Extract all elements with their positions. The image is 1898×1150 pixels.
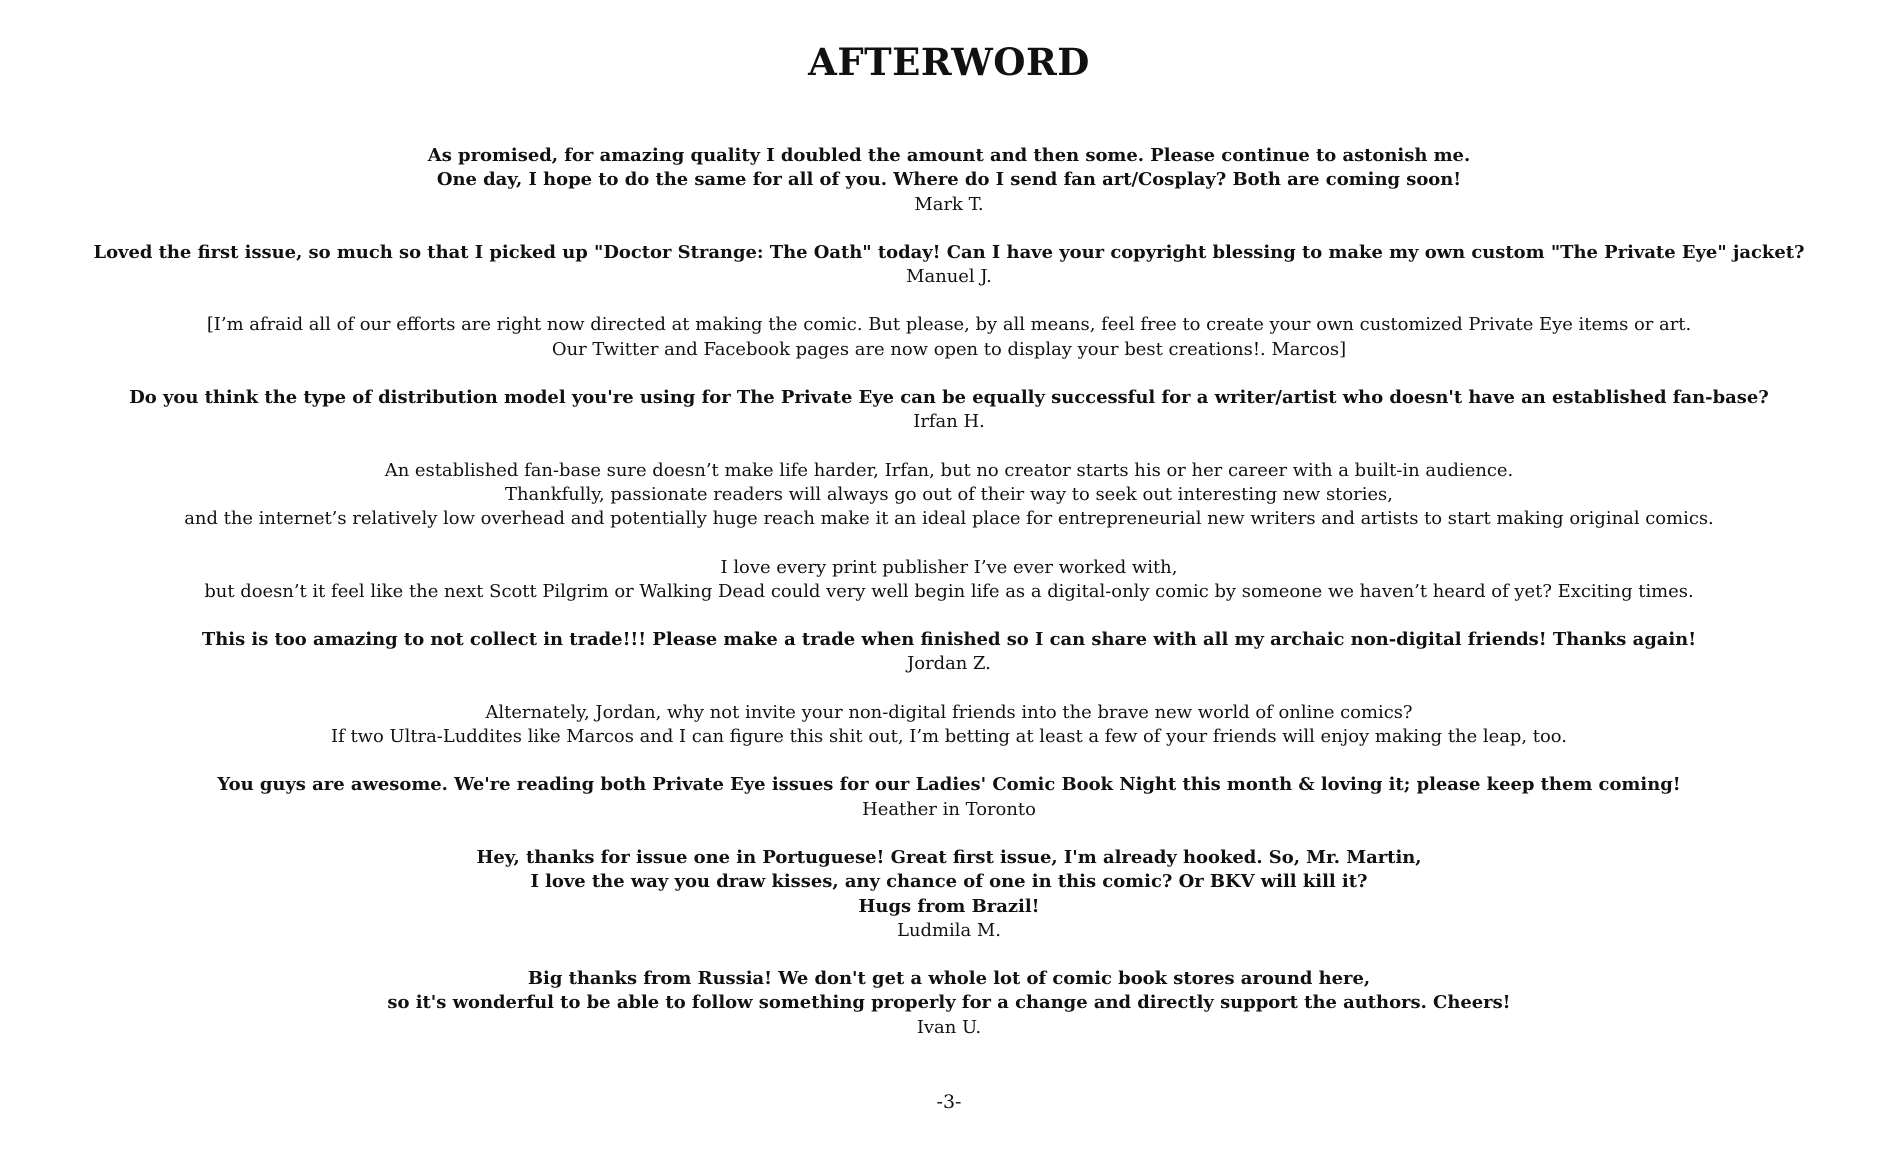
signature-or-reply-line: Alternately, Jordan, why not invite your non-digital friends into the brave new world of online comics? xyxy=(485,701,1413,723)
letter-block xyxy=(0,556,1898,605)
letter-text-line: Loved the first issue, so much so that I picked up "Doctor Strange: The Oath" today! Can I have your copyright blessing to make my own custom "The Private Eye" jacket? xyxy=(93,241,1805,263)
letter-block xyxy=(0,967,1898,1040)
letter-text-line: Do you think the type of distribution model you're using for The Private Eye can be equally successful for a writer/artist who doesn't have an established fan-base? xyxy=(129,387,1769,409)
letter-block xyxy=(0,701,1898,750)
signature-or-reply-line: Thankfully, passionate readers will always go out of their way to seek out interesting new stories, xyxy=(505,483,1393,505)
letter-block xyxy=(0,144,1898,217)
letter-text-line: One day, I hope to do the same for all of you. Where do I send fan art/Cosplay? Both are coming soon! xyxy=(436,169,1462,191)
signature-or-reply-line: [I’m afraid all of our efforts are right now directed at making the comic. But please, by all means, feel free to create your own customized Private Eye items or art. xyxy=(206,314,1692,336)
signature-or-reply-line: Mark T. xyxy=(914,193,984,215)
letter-text-line: Big thanks from Russia! We don't get a whole lot of comic book stores around here, xyxy=(527,968,1371,990)
letter-text-line: This is too amazing to not collect in trade!!! Please make a trade when finished so I can share with all my archaic non-digital friends! Thanks again! xyxy=(201,629,1697,651)
letter-text-line: Hugs from Brazil! xyxy=(858,895,1040,917)
signature-or-reply-line: Ivan U. xyxy=(916,1016,982,1038)
letter-block xyxy=(0,313,1898,362)
letters-column xyxy=(0,144,1898,1064)
letter-block xyxy=(0,459,1898,532)
signature-or-reply-line: An established fan-base sure doesn’t make life harder, Irfan, but no creator starts his or her career with a built-in audience. xyxy=(384,459,1514,481)
letter-text-line: You guys are awesome. We're reading both Private Eye issues for our Ladies' Comic Book Night this month & loving it; please keep them coming! xyxy=(217,774,1681,796)
signature-or-reply-line: Manuel J. xyxy=(906,266,992,288)
letter-text-line: Hey, thanks for issue one in Portuguese! Great first issue, I'm already hooked. So, Mr. Martin, xyxy=(476,846,1422,868)
signature-or-reply-line: Jordan Z. xyxy=(907,653,991,675)
page-title: AFTERWORD xyxy=(808,40,1090,84)
letter-text-line: so it's wonderful to be able to follow something properly for a change and directly support the authors. Cheers! xyxy=(387,992,1511,1014)
signature-or-reply-line: Our Twitter and Facebook pages are now open to display your best creations!. Marcos] xyxy=(551,338,1347,360)
page-number: -3- xyxy=(936,1091,962,1113)
letter-text-line: As promised, for amazing quality I doubled the amount and then some. Please continue to astonish me. xyxy=(427,145,1471,166)
signature-or-reply-line: Irfan H. xyxy=(913,411,985,433)
signature-or-reply-line: but doesn’t it feel like the next Scott Pilgrim or Walking Dead could very well begin life as a digital-only comic by someone we haven’t heard of yet? Exciting times. xyxy=(204,580,1694,602)
letter-block xyxy=(0,386,1898,435)
letter-block xyxy=(0,773,1898,822)
signature-or-reply-line: I love every print publisher I’ve ever worked with, xyxy=(720,556,1178,578)
letter-block xyxy=(0,241,1898,290)
letter-block xyxy=(0,628,1898,677)
letter-text-line: I love the way you draw kisses, any chance of one in this comic? Or BKV will kill it? xyxy=(530,871,1368,893)
signature-or-reply-line: Ludmila M. xyxy=(897,919,1001,941)
signature-or-reply-line: and the internet’s relatively low overhead and potentially huge reach make it an ideal place for entrepreneurial new writers and artists to start making original comics. xyxy=(184,508,1714,530)
letter-block xyxy=(0,846,1898,943)
signature-or-reply-line: Heather in Toronto xyxy=(862,798,1036,820)
signature-or-reply-line: If two Ultra-Luddites like Marcos and I can figure this shit out, I’m betting at least a few of your friends will enjoy making the leap, too. xyxy=(331,726,1567,748)
